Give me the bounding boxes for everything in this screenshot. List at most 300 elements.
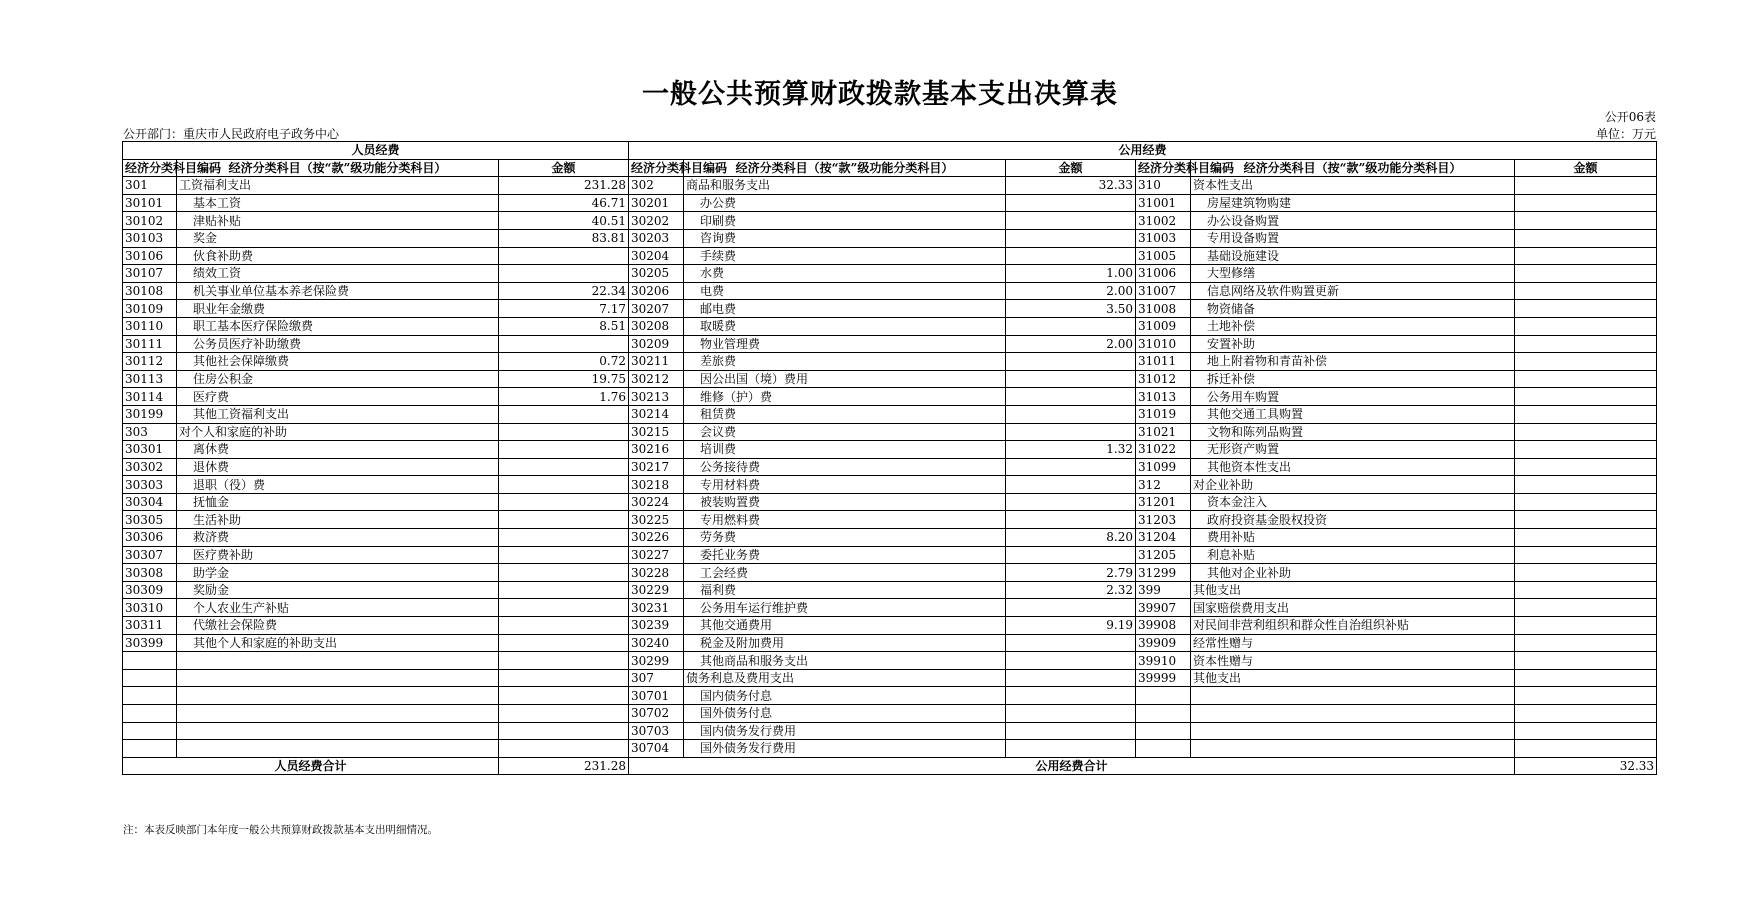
cell-code: 30306 bbox=[123, 529, 177, 547]
col-code: 经济分类科目编码 bbox=[123, 159, 177, 177]
cell-amount bbox=[1006, 388, 1136, 406]
cell-code: 31010 bbox=[1136, 335, 1191, 353]
cell-amount bbox=[499, 335, 629, 353]
table-body bbox=[123, 177, 1657, 758]
cell-amount bbox=[499, 705, 629, 723]
cell-name: 公务用车购置 bbox=[1191, 388, 1515, 406]
cell-code bbox=[123, 705, 177, 723]
cell-amount bbox=[499, 652, 629, 670]
cell-name: 土地补偿 bbox=[1191, 317, 1515, 335]
cell-code: 30704 bbox=[629, 740, 684, 758]
table-row bbox=[123, 370, 1657, 388]
cell-amount bbox=[1006, 370, 1136, 388]
cell-code: 30226 bbox=[629, 529, 684, 547]
cell-amount bbox=[499, 581, 629, 599]
table-row bbox=[123, 705, 1657, 723]
cell-amount: 3.50 bbox=[1006, 300, 1136, 318]
cell-code bbox=[1136, 740, 1191, 758]
cell-code: 31001 bbox=[1136, 194, 1191, 212]
cell-amount bbox=[1515, 388, 1657, 406]
cell-code: 30301 bbox=[123, 441, 177, 459]
cell-code: 39908 bbox=[1136, 617, 1191, 635]
cell-code: 30310 bbox=[123, 599, 177, 617]
cell-name: 国外债务发行费用 bbox=[684, 740, 1006, 758]
cell-amount bbox=[1515, 335, 1657, 353]
col-amount: 金额 bbox=[1006, 159, 1136, 177]
cell-name: 其他支出 bbox=[1191, 581, 1515, 599]
cell-name: 资本性赠与 bbox=[1191, 652, 1515, 670]
cell-name: 离休费 bbox=[177, 441, 499, 459]
cell-name bbox=[1191, 687, 1515, 705]
cell-code: 39999 bbox=[1136, 669, 1191, 687]
cell-name: 职工基本医疗保险缴费 bbox=[177, 317, 499, 335]
cell-name: 会议费 bbox=[684, 423, 1006, 441]
cell-name: 办公费 bbox=[684, 194, 1006, 212]
table-row bbox=[123, 740, 1657, 758]
table-row bbox=[123, 634, 1657, 652]
cell-name: 大型修缮 bbox=[1191, 265, 1515, 283]
table-row bbox=[123, 581, 1657, 599]
table-row bbox=[123, 335, 1657, 353]
cell-name: 伙食补助费 bbox=[177, 247, 499, 265]
cell-name: 培训费 bbox=[684, 441, 1006, 459]
cell-code: 30106 bbox=[123, 247, 177, 265]
cell-amount: 1.32 bbox=[1006, 441, 1136, 459]
cell-amount bbox=[1006, 634, 1136, 652]
cell-amount: 9.19 bbox=[1006, 617, 1136, 635]
table-row bbox=[123, 546, 1657, 564]
table-row bbox=[123, 282, 1657, 300]
cell-code: 31011 bbox=[1136, 353, 1191, 371]
cell-code: 30109 bbox=[123, 300, 177, 318]
cell-code: 31007 bbox=[1136, 282, 1191, 300]
cell-amount: 19.75 bbox=[499, 370, 629, 388]
cell-amount: 8.51 bbox=[499, 317, 629, 335]
cell-name: 机关事业单位基本养老保险费 bbox=[177, 282, 499, 300]
cell-name: 奖金 bbox=[177, 229, 499, 247]
cell-name bbox=[1191, 740, 1515, 758]
table-row bbox=[123, 229, 1657, 247]
cell-name: 物资储备 bbox=[1191, 300, 1515, 318]
cell-amount bbox=[1515, 317, 1657, 335]
cell-code: 30227 bbox=[629, 546, 684, 564]
table-row bbox=[123, 317, 1657, 335]
table-row bbox=[123, 441, 1657, 459]
cell-name: 退休费 bbox=[177, 458, 499, 476]
col-code: 经济分类科目编码 bbox=[629, 159, 684, 177]
cell-name: 办公设备购置 bbox=[1191, 212, 1515, 230]
cell-name: 其他交通工具购置 bbox=[1191, 405, 1515, 423]
cell-name bbox=[177, 687, 499, 705]
cell-name: 拆迁补偿 bbox=[1191, 370, 1515, 388]
table-row bbox=[123, 405, 1657, 423]
cell-name: 代缴社会保险费 bbox=[177, 617, 499, 635]
cell-name: 邮电费 bbox=[684, 300, 1006, 318]
cell-amount bbox=[499, 441, 629, 459]
cell-code: 30207 bbox=[629, 300, 684, 318]
cell-code: 30208 bbox=[629, 317, 684, 335]
cell-code: 30307 bbox=[123, 546, 177, 564]
cell-amount bbox=[1006, 705, 1136, 723]
cell-code: 30309 bbox=[123, 581, 177, 599]
cell-name bbox=[177, 669, 499, 687]
cell-name: 公务员医疗补助缴费 bbox=[177, 335, 499, 353]
cell-name: 其他个人和家庭的补助支出 bbox=[177, 634, 499, 652]
cell-code: 31002 bbox=[1136, 212, 1191, 230]
cell-code: 30304 bbox=[123, 493, 177, 511]
cell-name: 取暖费 bbox=[684, 317, 1006, 335]
cell-code bbox=[123, 652, 177, 670]
cell-code: 30110 bbox=[123, 317, 177, 335]
cell-code bbox=[123, 740, 177, 758]
budget-table bbox=[122, 141, 1657, 775]
table-row bbox=[123, 511, 1657, 529]
cell-amount bbox=[499, 564, 629, 582]
cell-amount bbox=[1515, 265, 1657, 283]
cell-amount bbox=[499, 423, 629, 441]
cell-name: 专用燃料费 bbox=[684, 511, 1006, 529]
cell-amount bbox=[499, 722, 629, 740]
table-row bbox=[123, 458, 1657, 476]
cell-code: 31009 bbox=[1136, 317, 1191, 335]
cell-amount bbox=[1006, 599, 1136, 617]
cell-code: 30299 bbox=[629, 652, 684, 670]
cell-code: 30205 bbox=[629, 265, 684, 283]
cell-code: 31019 bbox=[1136, 405, 1191, 423]
cell-code: 39909 bbox=[1136, 634, 1191, 652]
col-name: 经济分类科目（按“款”级功能分类科目） bbox=[684, 159, 1006, 177]
table-row bbox=[123, 722, 1657, 740]
cell-code: 312 bbox=[1136, 476, 1191, 494]
cell-amount bbox=[499, 493, 629, 511]
cell-code: 30217 bbox=[629, 458, 684, 476]
cell-code: 30218 bbox=[629, 476, 684, 494]
cell-amount bbox=[499, 511, 629, 529]
cell-amount bbox=[1515, 529, 1657, 547]
cell-code: 307 bbox=[629, 669, 684, 687]
cell-code: 30204 bbox=[629, 247, 684, 265]
cell-amount bbox=[1515, 212, 1657, 230]
cell-amount: 1.00 bbox=[1006, 265, 1136, 283]
cell-name: 工资福利支出 bbox=[177, 177, 499, 195]
cell-code: 301 bbox=[123, 177, 177, 195]
cell-code: 31099 bbox=[1136, 458, 1191, 476]
cell-name: 印刷费 bbox=[684, 212, 1006, 230]
cell-code: 30703 bbox=[629, 722, 684, 740]
cell-name: 绩效工资 bbox=[177, 265, 499, 283]
cell-code: 30202 bbox=[629, 212, 684, 230]
cell-name: 职业年金缴费 bbox=[177, 300, 499, 318]
cell-code: 30702 bbox=[629, 705, 684, 723]
cell-amount bbox=[499, 617, 629, 635]
cell-amount bbox=[1515, 511, 1657, 529]
cell-code: 31012 bbox=[1136, 370, 1191, 388]
cell-code: 31008 bbox=[1136, 300, 1191, 318]
cell-name: 被装购置费 bbox=[684, 493, 1006, 511]
cell-code: 303 bbox=[123, 423, 177, 441]
cell-name: 其他社会保障缴费 bbox=[177, 353, 499, 371]
cell-name: 其他商品和服务支出 bbox=[684, 652, 1006, 670]
cell-code bbox=[123, 669, 177, 687]
cell-amount bbox=[1515, 370, 1657, 388]
cell-code: 30206 bbox=[629, 282, 684, 300]
cell-code: 30216 bbox=[629, 441, 684, 459]
cell-code: 30114 bbox=[123, 388, 177, 406]
cell-amount: 1.76 bbox=[499, 388, 629, 406]
cell-name: 专用材料费 bbox=[684, 476, 1006, 494]
cell-name: 差旅费 bbox=[684, 353, 1006, 371]
cell-name: 公务接待费 bbox=[684, 458, 1006, 476]
cell-amount bbox=[499, 265, 629, 283]
cell-name: 国内债务发行费用 bbox=[684, 722, 1006, 740]
cell-name: 手续费 bbox=[684, 247, 1006, 265]
cell-amount: 22.34 bbox=[499, 282, 629, 300]
unit-label: 单位：万元 bbox=[1595, 127, 1656, 141]
cell-name: 信息网络及软件购置更新 bbox=[1191, 282, 1515, 300]
cell-name: 商品和服务支出 bbox=[684, 177, 1006, 195]
cell-amount: 83.81 bbox=[499, 229, 629, 247]
table-row bbox=[123, 493, 1657, 511]
cell-amount: 2.79 bbox=[1006, 564, 1136, 582]
cell-code: 30308 bbox=[123, 564, 177, 582]
cell-code: 31203 bbox=[1136, 511, 1191, 529]
cell-amount: 2.00 bbox=[1006, 335, 1136, 353]
cell-amount bbox=[1515, 247, 1657, 265]
cell-name: 其他支出 bbox=[1191, 669, 1515, 687]
cell-name: 医疗费 bbox=[177, 388, 499, 406]
cell-code: 30199 bbox=[123, 405, 177, 423]
cell-amount bbox=[1515, 177, 1657, 195]
cell-code: 30701 bbox=[629, 687, 684, 705]
totals-row bbox=[123, 757, 1657, 775]
cell-amount bbox=[1006, 317, 1136, 335]
cell-amount: 46.71 bbox=[499, 194, 629, 212]
cell-code: 30224 bbox=[629, 493, 684, 511]
cell-amount bbox=[1006, 652, 1136, 670]
cell-name: 安置补助 bbox=[1191, 335, 1515, 353]
cell-code bbox=[1136, 705, 1191, 723]
cell-name: 水费 bbox=[684, 265, 1006, 283]
cell-name: 物业管理费 bbox=[684, 335, 1006, 353]
cell-amount bbox=[1006, 353, 1136, 371]
cell-amount bbox=[499, 405, 629, 423]
cell-name: 文物和陈列品购置 bbox=[1191, 423, 1515, 441]
cell-amount bbox=[1006, 247, 1136, 265]
cell-amount bbox=[499, 669, 629, 687]
cell-amount: 2.00 bbox=[1006, 282, 1136, 300]
table-row bbox=[123, 247, 1657, 265]
col-amount: 金额 bbox=[499, 159, 629, 177]
cell-amount bbox=[1006, 669, 1136, 687]
cell-name: 因公出国（境）费用 bbox=[684, 370, 1006, 388]
table-row bbox=[123, 212, 1657, 230]
cell-amount: 231.28 bbox=[499, 177, 629, 195]
cell-name: 国外债务付息 bbox=[684, 705, 1006, 723]
table-row bbox=[123, 669, 1657, 687]
cell-code: 30111 bbox=[123, 335, 177, 353]
cell-amount bbox=[1515, 740, 1657, 758]
cell-code: 31204 bbox=[1136, 529, 1191, 547]
cell-amount bbox=[1515, 282, 1657, 300]
cell-name: 维修（护）费 bbox=[684, 388, 1006, 406]
cell-name: 其他工资福利支出 bbox=[177, 405, 499, 423]
cell-amount bbox=[499, 599, 629, 617]
cell-name: 对企业补助 bbox=[1191, 476, 1515, 494]
cell-code bbox=[1136, 722, 1191, 740]
cell-name: 利息补贴 bbox=[1191, 546, 1515, 564]
cell-name: 地上附着物和青苗补偿 bbox=[1191, 353, 1515, 371]
col-amount: 金额 bbox=[1515, 159, 1657, 177]
footnote: 注：本表反映部门本年度一般公共预算财政拨款基本支出明细情况。 bbox=[123, 824, 438, 836]
cell-amount bbox=[1006, 722, 1136, 740]
cell-amount bbox=[1515, 617, 1657, 635]
cell-name: 对个人和家庭的补助 bbox=[177, 423, 499, 441]
cell-code: 30112 bbox=[123, 353, 177, 371]
cell-code: 31021 bbox=[1136, 423, 1191, 441]
cell-amount bbox=[499, 476, 629, 494]
cell-amount bbox=[1006, 423, 1136, 441]
table-row bbox=[123, 177, 1657, 195]
section-public: 公用经费 bbox=[629, 142, 1657, 160]
cell-code: 30113 bbox=[123, 370, 177, 388]
cell-code: 30107 bbox=[123, 265, 177, 283]
cell-amount bbox=[1515, 705, 1657, 723]
cell-name: 经常性赠与 bbox=[1191, 634, 1515, 652]
section-personnel: 人员经费 bbox=[123, 142, 629, 160]
cell-amount bbox=[499, 546, 629, 564]
cell-name: 房屋建筑物购建 bbox=[1191, 194, 1515, 212]
cell-name bbox=[1191, 705, 1515, 723]
personnel-total-value: 231.28 bbox=[499, 757, 629, 775]
cell-code: 31005 bbox=[1136, 247, 1191, 265]
cell-amount bbox=[1006, 212, 1136, 230]
cell-name: 对民间非营利组织和群众性自治组织补贴 bbox=[1191, 617, 1515, 635]
cell-name: 助学金 bbox=[177, 564, 499, 582]
cell-amount bbox=[1515, 476, 1657, 494]
cell-code: 30214 bbox=[629, 405, 684, 423]
personnel-total-label: 人员经费合计 bbox=[123, 757, 499, 775]
cell-code bbox=[123, 722, 177, 740]
table-row bbox=[123, 529, 1657, 547]
cell-name: 个人农业生产补贴 bbox=[177, 599, 499, 617]
cell-name: 其他对企业补助 bbox=[1191, 564, 1515, 582]
cell-name: 津贴补贴 bbox=[177, 212, 499, 230]
cell-amount: 8.20 bbox=[1006, 529, 1136, 547]
cell-amount bbox=[1515, 564, 1657, 582]
col-name: 经济分类科目（按“款”级功能分类科目） bbox=[1191, 159, 1515, 177]
cell-code: 31205 bbox=[1136, 546, 1191, 564]
cell-amount: 2.32 bbox=[1006, 581, 1136, 599]
cell-code: 30303 bbox=[123, 476, 177, 494]
cell-name: 工会经费 bbox=[684, 564, 1006, 582]
cell-code: 30240 bbox=[629, 634, 684, 652]
cell-name: 基本工资 bbox=[177, 194, 499, 212]
cell-code: 31201 bbox=[1136, 493, 1191, 511]
cell-amount bbox=[499, 529, 629, 547]
cell-code: 30108 bbox=[123, 282, 177, 300]
cell-code: 30101 bbox=[123, 194, 177, 212]
cell-amount bbox=[1006, 493, 1136, 511]
cell-code bbox=[123, 687, 177, 705]
cell-code: 310 bbox=[1136, 177, 1191, 195]
cell-name: 委托业务费 bbox=[684, 546, 1006, 564]
cell-amount: 7.17 bbox=[499, 300, 629, 318]
cell-name: 政府投资基金股权投资 bbox=[1191, 511, 1515, 529]
cell-amount: 40.51 bbox=[499, 212, 629, 230]
table-row bbox=[123, 194, 1657, 212]
cell-amount bbox=[499, 458, 629, 476]
cell-amount bbox=[1006, 458, 1136, 476]
table-row bbox=[123, 353, 1657, 371]
cell-name: 国家赔偿费用支出 bbox=[1191, 599, 1515, 617]
cell-amount bbox=[1515, 634, 1657, 652]
cell-name: 国内债务付息 bbox=[684, 687, 1006, 705]
cell-code: 31022 bbox=[1136, 441, 1191, 459]
cell-code: 30302 bbox=[123, 458, 177, 476]
cell-name: 其他交通费用 bbox=[684, 617, 1006, 635]
table-row bbox=[123, 265, 1657, 283]
cell-name: 基础设施建设 bbox=[1191, 247, 1515, 265]
table-row bbox=[123, 476, 1657, 494]
cell-code: 39910 bbox=[1136, 652, 1191, 670]
cell-amount bbox=[499, 247, 629, 265]
cell-amount bbox=[1515, 669, 1657, 687]
cell-code: 31006 bbox=[1136, 265, 1191, 283]
cell-code: 30203 bbox=[629, 229, 684, 247]
cell-name: 资本金注入 bbox=[1191, 493, 1515, 511]
cell-code: 30213 bbox=[629, 388, 684, 406]
cell-code: 30229 bbox=[629, 581, 684, 599]
cell-amount bbox=[1006, 405, 1136, 423]
cell-name: 抚恤金 bbox=[177, 493, 499, 511]
cell-name: 生活补助 bbox=[177, 511, 499, 529]
cell-name bbox=[177, 652, 499, 670]
cell-amount bbox=[1515, 546, 1657, 564]
cell-amount bbox=[1006, 687, 1136, 705]
cell-code bbox=[1136, 687, 1191, 705]
cell-name: 咨询费 bbox=[684, 229, 1006, 247]
cell-amount bbox=[499, 687, 629, 705]
cell-code: 31003 bbox=[1136, 229, 1191, 247]
cell-code: 31299 bbox=[1136, 564, 1191, 582]
cell-code: 302 bbox=[629, 177, 684, 195]
cell-code: 30209 bbox=[629, 335, 684, 353]
cell-amount bbox=[1515, 722, 1657, 740]
cell-name: 债务利息及费用支出 bbox=[684, 669, 1006, 687]
col-name: 经济分类科目（按“款”级功能分类科目） bbox=[177, 159, 499, 177]
table-row bbox=[123, 423, 1657, 441]
cell-name: 医疗费补助 bbox=[177, 546, 499, 564]
cell-name bbox=[1191, 722, 1515, 740]
cell-name: 退职（役）费 bbox=[177, 476, 499, 494]
cell-code: 30215 bbox=[629, 423, 684, 441]
cell-amount bbox=[499, 634, 629, 652]
cell-amount bbox=[1515, 194, 1657, 212]
cell-amount bbox=[1515, 493, 1657, 511]
cell-amount bbox=[1515, 652, 1657, 670]
cell-code: 39907 bbox=[1136, 599, 1191, 617]
cell-code: 30231 bbox=[629, 599, 684, 617]
cell-name: 电费 bbox=[684, 282, 1006, 300]
table-row bbox=[123, 687, 1657, 705]
cell-amount bbox=[1515, 441, 1657, 459]
cell-amount bbox=[1006, 194, 1136, 212]
page-title: 一般公共预算财政拨款基本支出决算表 bbox=[642, 79, 1118, 110]
cell-name bbox=[177, 740, 499, 758]
cell-code: 30225 bbox=[629, 511, 684, 529]
public-total-label: 公用经费合计 bbox=[629, 757, 1515, 775]
department-label: 公开部门：重庆市人民政府电子政务中心 bbox=[123, 127, 340, 141]
